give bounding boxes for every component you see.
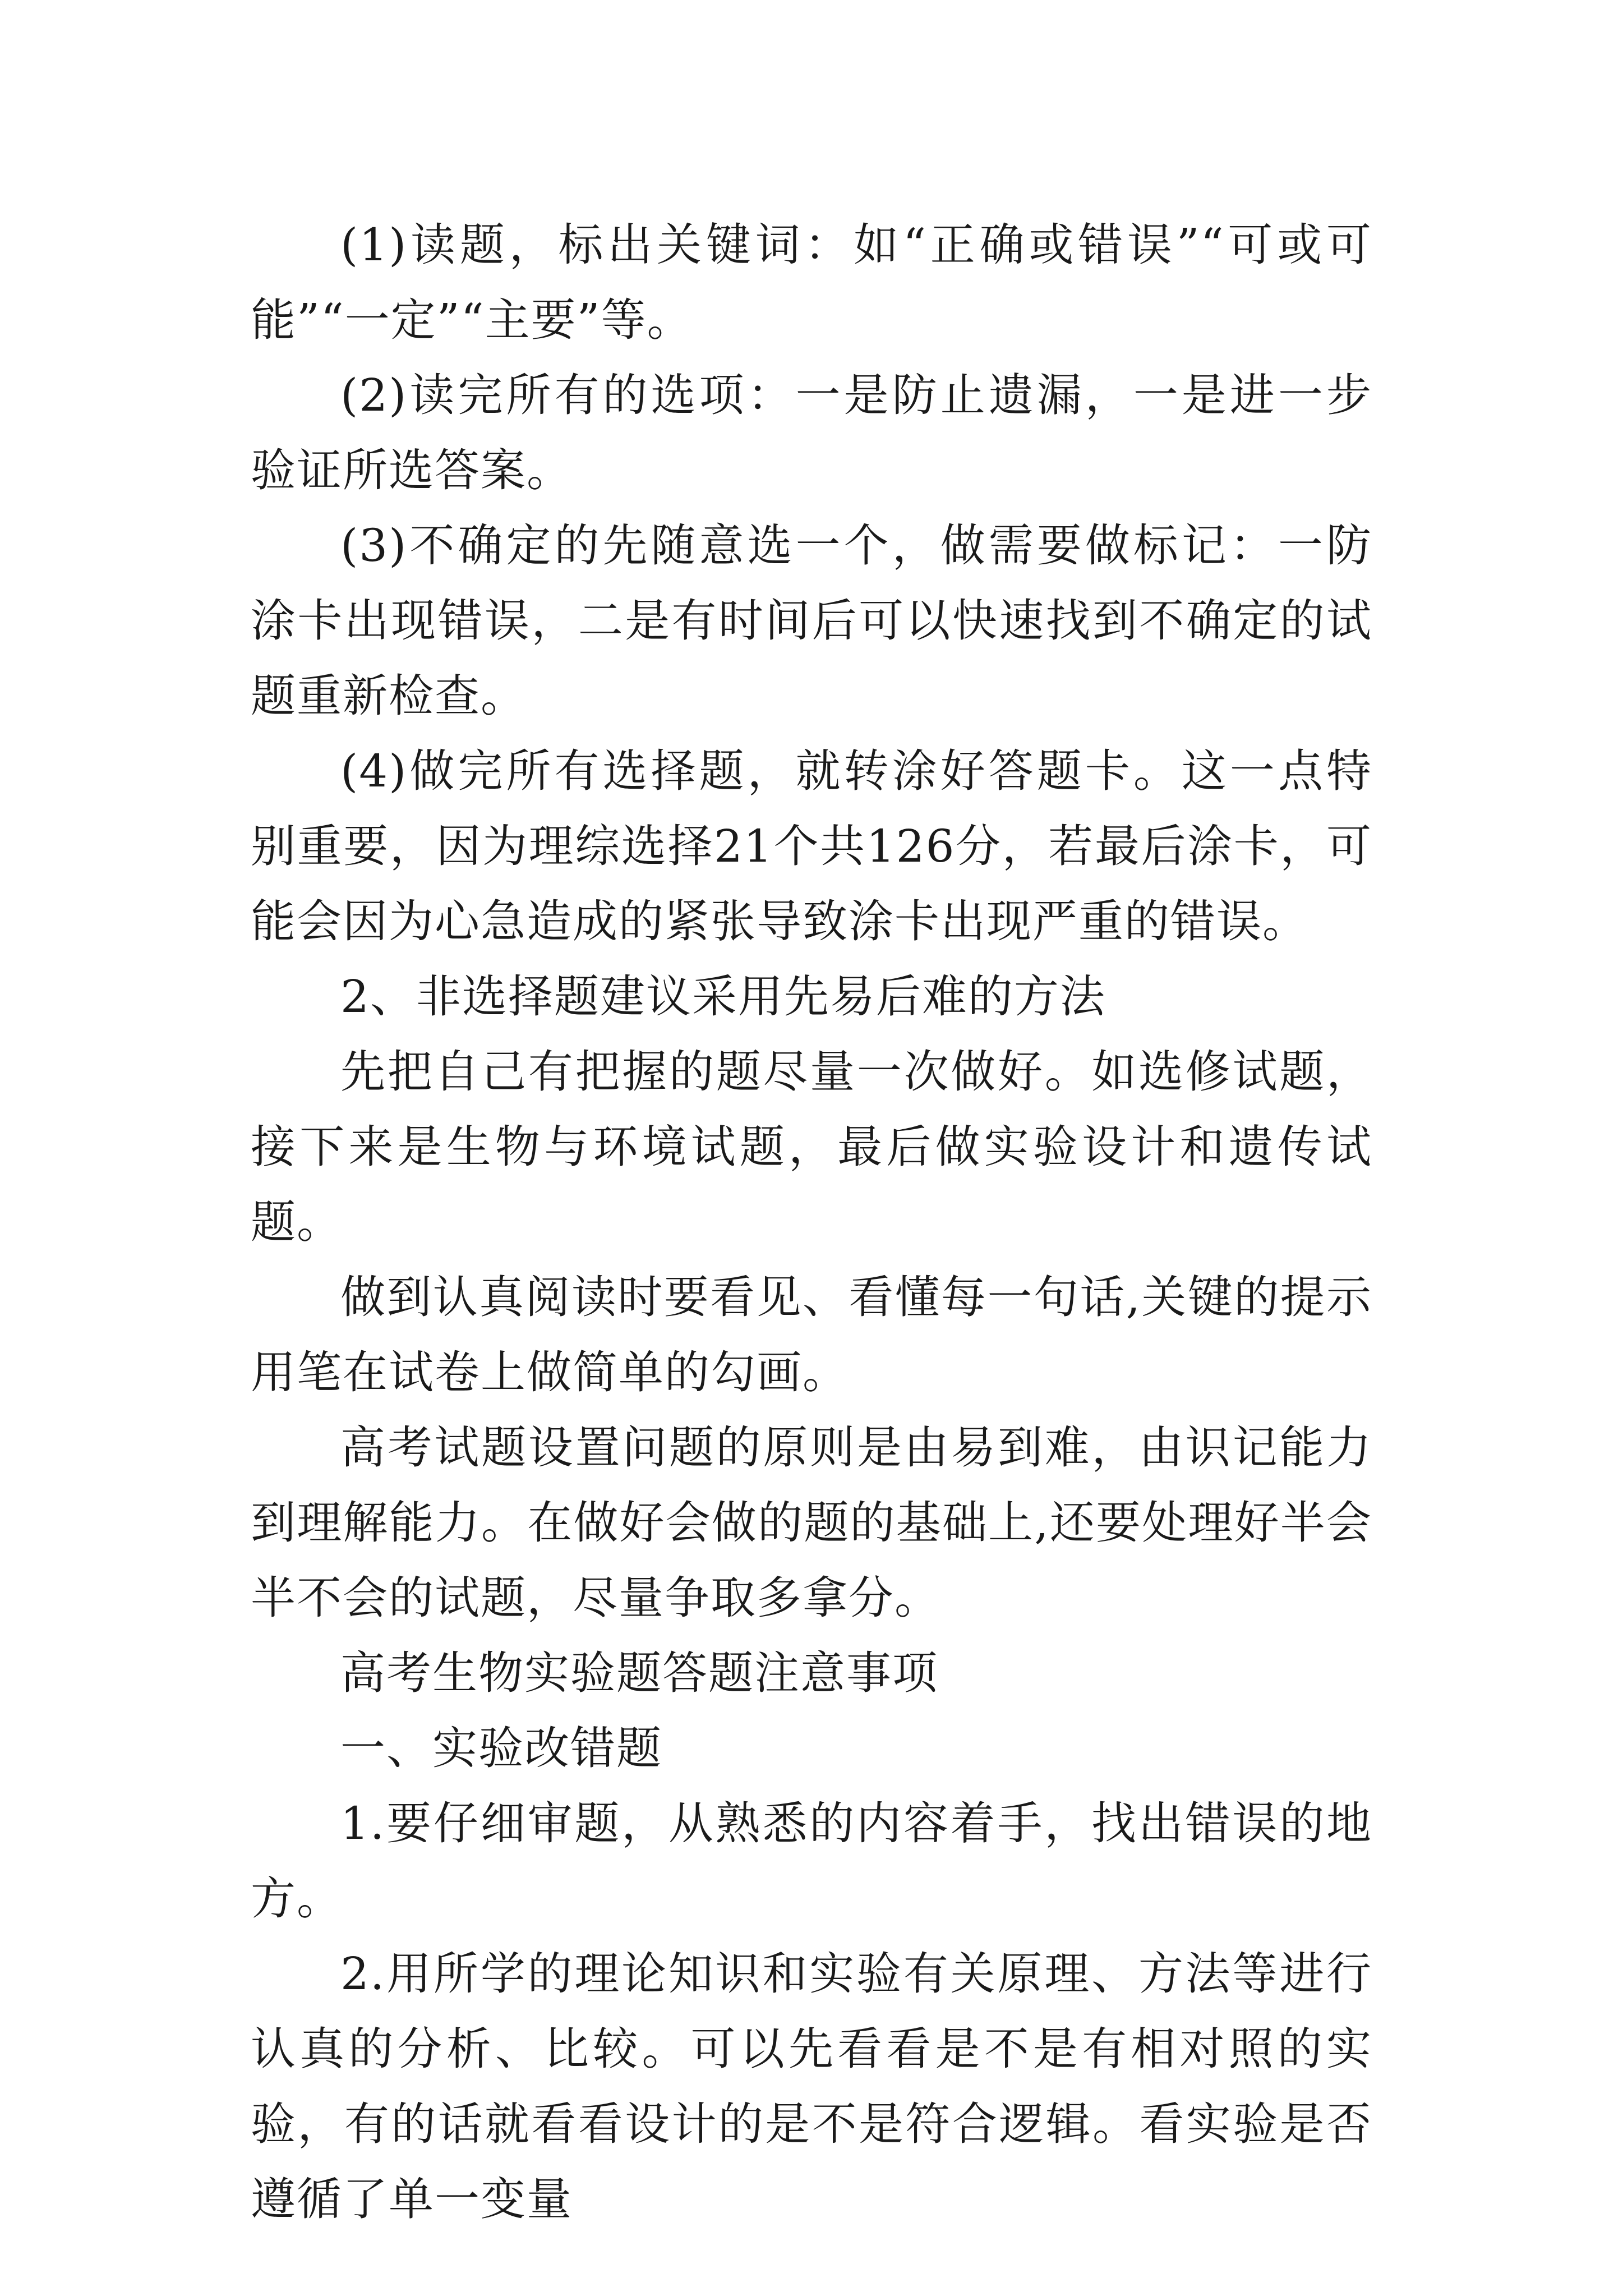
paragraph-tip-3: (3)不确定的先随意选一个，做需要做标记：一防涂卡出现错误，二是有时间后可以快速找到不确定的试题重新检查。 <box>251 519 1372 722</box>
subsection-heading-error-correction: 一、实验改错题 <box>340 1722 662 1774</box>
list-item-1: 1.要仔细审题，从熟悉的内容着手，找出错误的地方。 <box>251 1797 1372 1925</box>
paragraph-careful-reading: 做到认真阅读时要看见、看懂每一句话,关键的提示用笔在试卷上做简单的勾画。 <box>251 1271 1372 1398</box>
paragraph-easy-first: 先把自己有把握的题尽量一次做好。如选修试题，接下来是生物与环境试题，最后做实验设计和遗传试题。 <box>251 1046 1372 1248</box>
paragraph-tip-4: (4)做完所有选择题，就转涂好答题卡。这一点特别重要，因为理综选择21个共126分，若最后涂卡，可能会因为心急造成的紧张导致涂卡出现严重的错误。 <box>251 745 1372 947</box>
section-title-experiment: 高考生物实验题答题注意事项 <box>340 1647 938 1699</box>
paragraph-tip-2: (2)读完所有的选项：一是防止遗漏，一是进一步验证所选答案。 <box>251 369 1372 496</box>
paragraph-question-principle: 高考试题设置问题的原则是由易到难，由识记能力到理解能力。在做好会做的题的基础上,还要处理好半会半不会的试题，尽量争取多拿分。 <box>251 1421 1372 1624</box>
paragraph-tip-1: (1)读题，标出关键词：如“正确或错误”“可或可能”“一定”“主要”等。 <box>251 219 1372 346</box>
section-heading-non-choice: 2、非选择题建议采用先易后难的方法 <box>340 970 1106 1023</box>
document-page <box>251 208 1372 2237</box>
list-item-2: 2.用所学的理论知识和实验有关原理、方法等进行认真的分析、比较。可以先看看是不是有相对照的实验，有的话就看看设计的是不是符合逻辑。看实验是否遵循了单一变量 <box>251 1948 1372 2225</box>
